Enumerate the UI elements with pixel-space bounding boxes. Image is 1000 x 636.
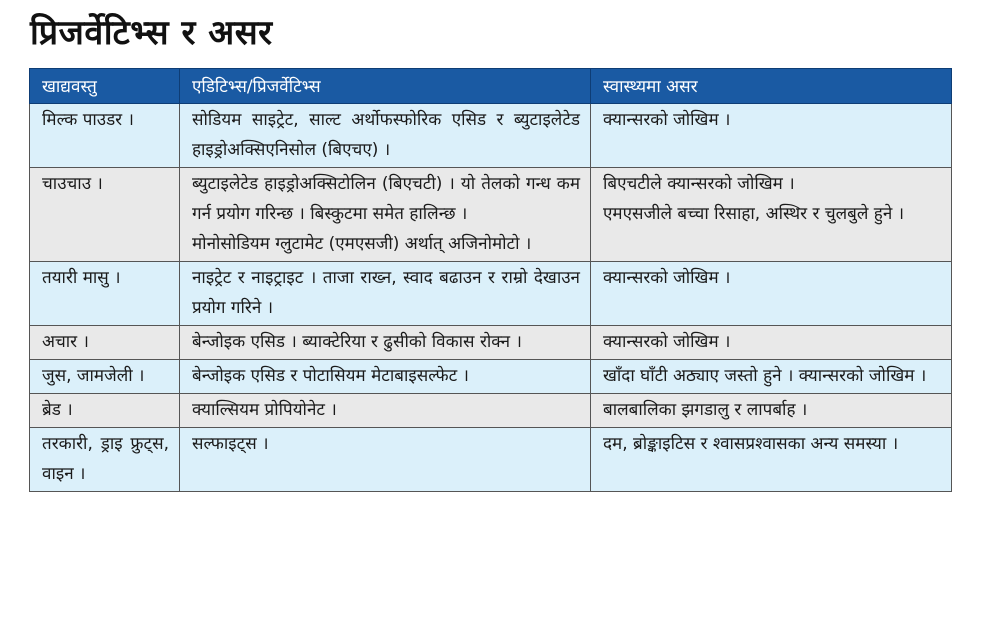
additive-cell: [180, 262, 591, 326]
header-additives: एडिटिभ्स/प्रिजर्वेटिभ्स: [180, 69, 591, 104]
table-header-row: [30, 69, 952, 104]
effect-text: क्यान्सरको जोखिम ।: [603, 268, 731, 288]
table-row: [30, 326, 952, 360]
effect-cell: [591, 104, 952, 168]
additive-text: बेन्जोइक एसिड । ब्याक्टेरिया र ढुसीको विकास रोक्न ।: [192, 332, 522, 352]
additive-text: नाइट्रेट र नाइट्राइट । ताजा राख्न, स्वाद बढाउन र राम्रो देखाउन प्रयोग गरिने ।: [192, 268, 580, 318]
effect-text: क्यान्सरको जोखिम ।: [603, 110, 731, 130]
table-row: [30, 428, 952, 492]
effect-cell: [591, 394, 952, 428]
additive-text: ब्युटाइलेटेड हाइड्रोअक्सिटोलिन (बिएचटी) । यो तेलको गन्ध कम गर्न प्रयोग गरिन्छ । बिस्कुटमा समेत हालिन्छ ।: [192, 174, 580, 224]
additive-text: सोडियम साइट्रेट, साल्ट अर्थोफस्फोरिक एसिड र ब्युटाइलेटेड हाइड्रोअक्सिएनिसोल (बिएचए) ।: [192, 110, 580, 160]
effect-cell: [591, 428, 952, 492]
effect-cell: [591, 360, 952, 394]
table-row: [30, 104, 952, 168]
food-cell: जुस, जामजेली ।: [30, 360, 180, 394]
table-row: [30, 394, 952, 428]
effect-cell: [591, 262, 952, 326]
effect-text: एमएसजीले बच्चा रिसाहा, अस्थिर र चुलबुले हुने ।: [603, 204, 905, 224]
table-row: [30, 262, 952, 326]
page-title: प्रिजर्वेटिभ्स र असर: [30, 13, 273, 53]
additive-cell: [180, 326, 591, 360]
effect-cell: [591, 326, 952, 360]
food-cell: मिल्क पाउडर ।: [30, 104, 180, 168]
effect-text: दम, ब्रोङ्काइटिस र श्वासप्रश्वासका अन्य समस्या ।: [603, 434, 899, 454]
food-cell: चाउचाउ ।: [30, 168, 180, 262]
effect-text: बालबालिका झगडालु र लापर्बाह ।: [603, 400, 808, 420]
food-cell: अचार ।: [30, 326, 180, 360]
additive-cell: [180, 428, 591, 492]
table-row: [30, 168, 952, 262]
additive-text: क्याल्सियम प्रोपियोनेट ।: [192, 400, 337, 420]
food-cell: तयारी मासु ।: [30, 262, 180, 326]
preservatives-table: [29, 68, 952, 492]
additive-cell: [180, 168, 591, 262]
additive-text: मोनोसोडियम ग्लुटामेट (एमएसजी) अर्थात् अजिनोमोटो ।: [192, 234, 532, 254]
table-row: [30, 360, 952, 394]
food-cell: ब्रेड ।: [30, 394, 180, 428]
effect-text: बिएचटीले क्यान्सरको जोखिम ।: [603, 174, 795, 194]
effect-text: खाँदा घाँटी अठ्याए जस्तो हुने । क्यान्सरको जोखिम ।: [603, 366, 927, 386]
additive-text: बेन्जोइक एसिड र पोटासियम मेटाबाइसल्फेट ।: [192, 366, 470, 386]
additive-cell: [180, 104, 591, 168]
header-health-effect: स्वास्थ्यमा असर: [591, 69, 952, 104]
additive-text: सल्फाइट्स ।: [192, 434, 269, 454]
effect-cell: [591, 168, 952, 262]
food-cell: तरकारी, ड्राइ फ्रुट्स, वाइन ।: [30, 428, 180, 492]
header-food: खाद्यवस्तु: [30, 69, 180, 104]
effect-text: क्यान्सरको जोखिम ।: [603, 332, 731, 352]
additive-cell: [180, 360, 591, 394]
additive-cell: [180, 394, 591, 428]
